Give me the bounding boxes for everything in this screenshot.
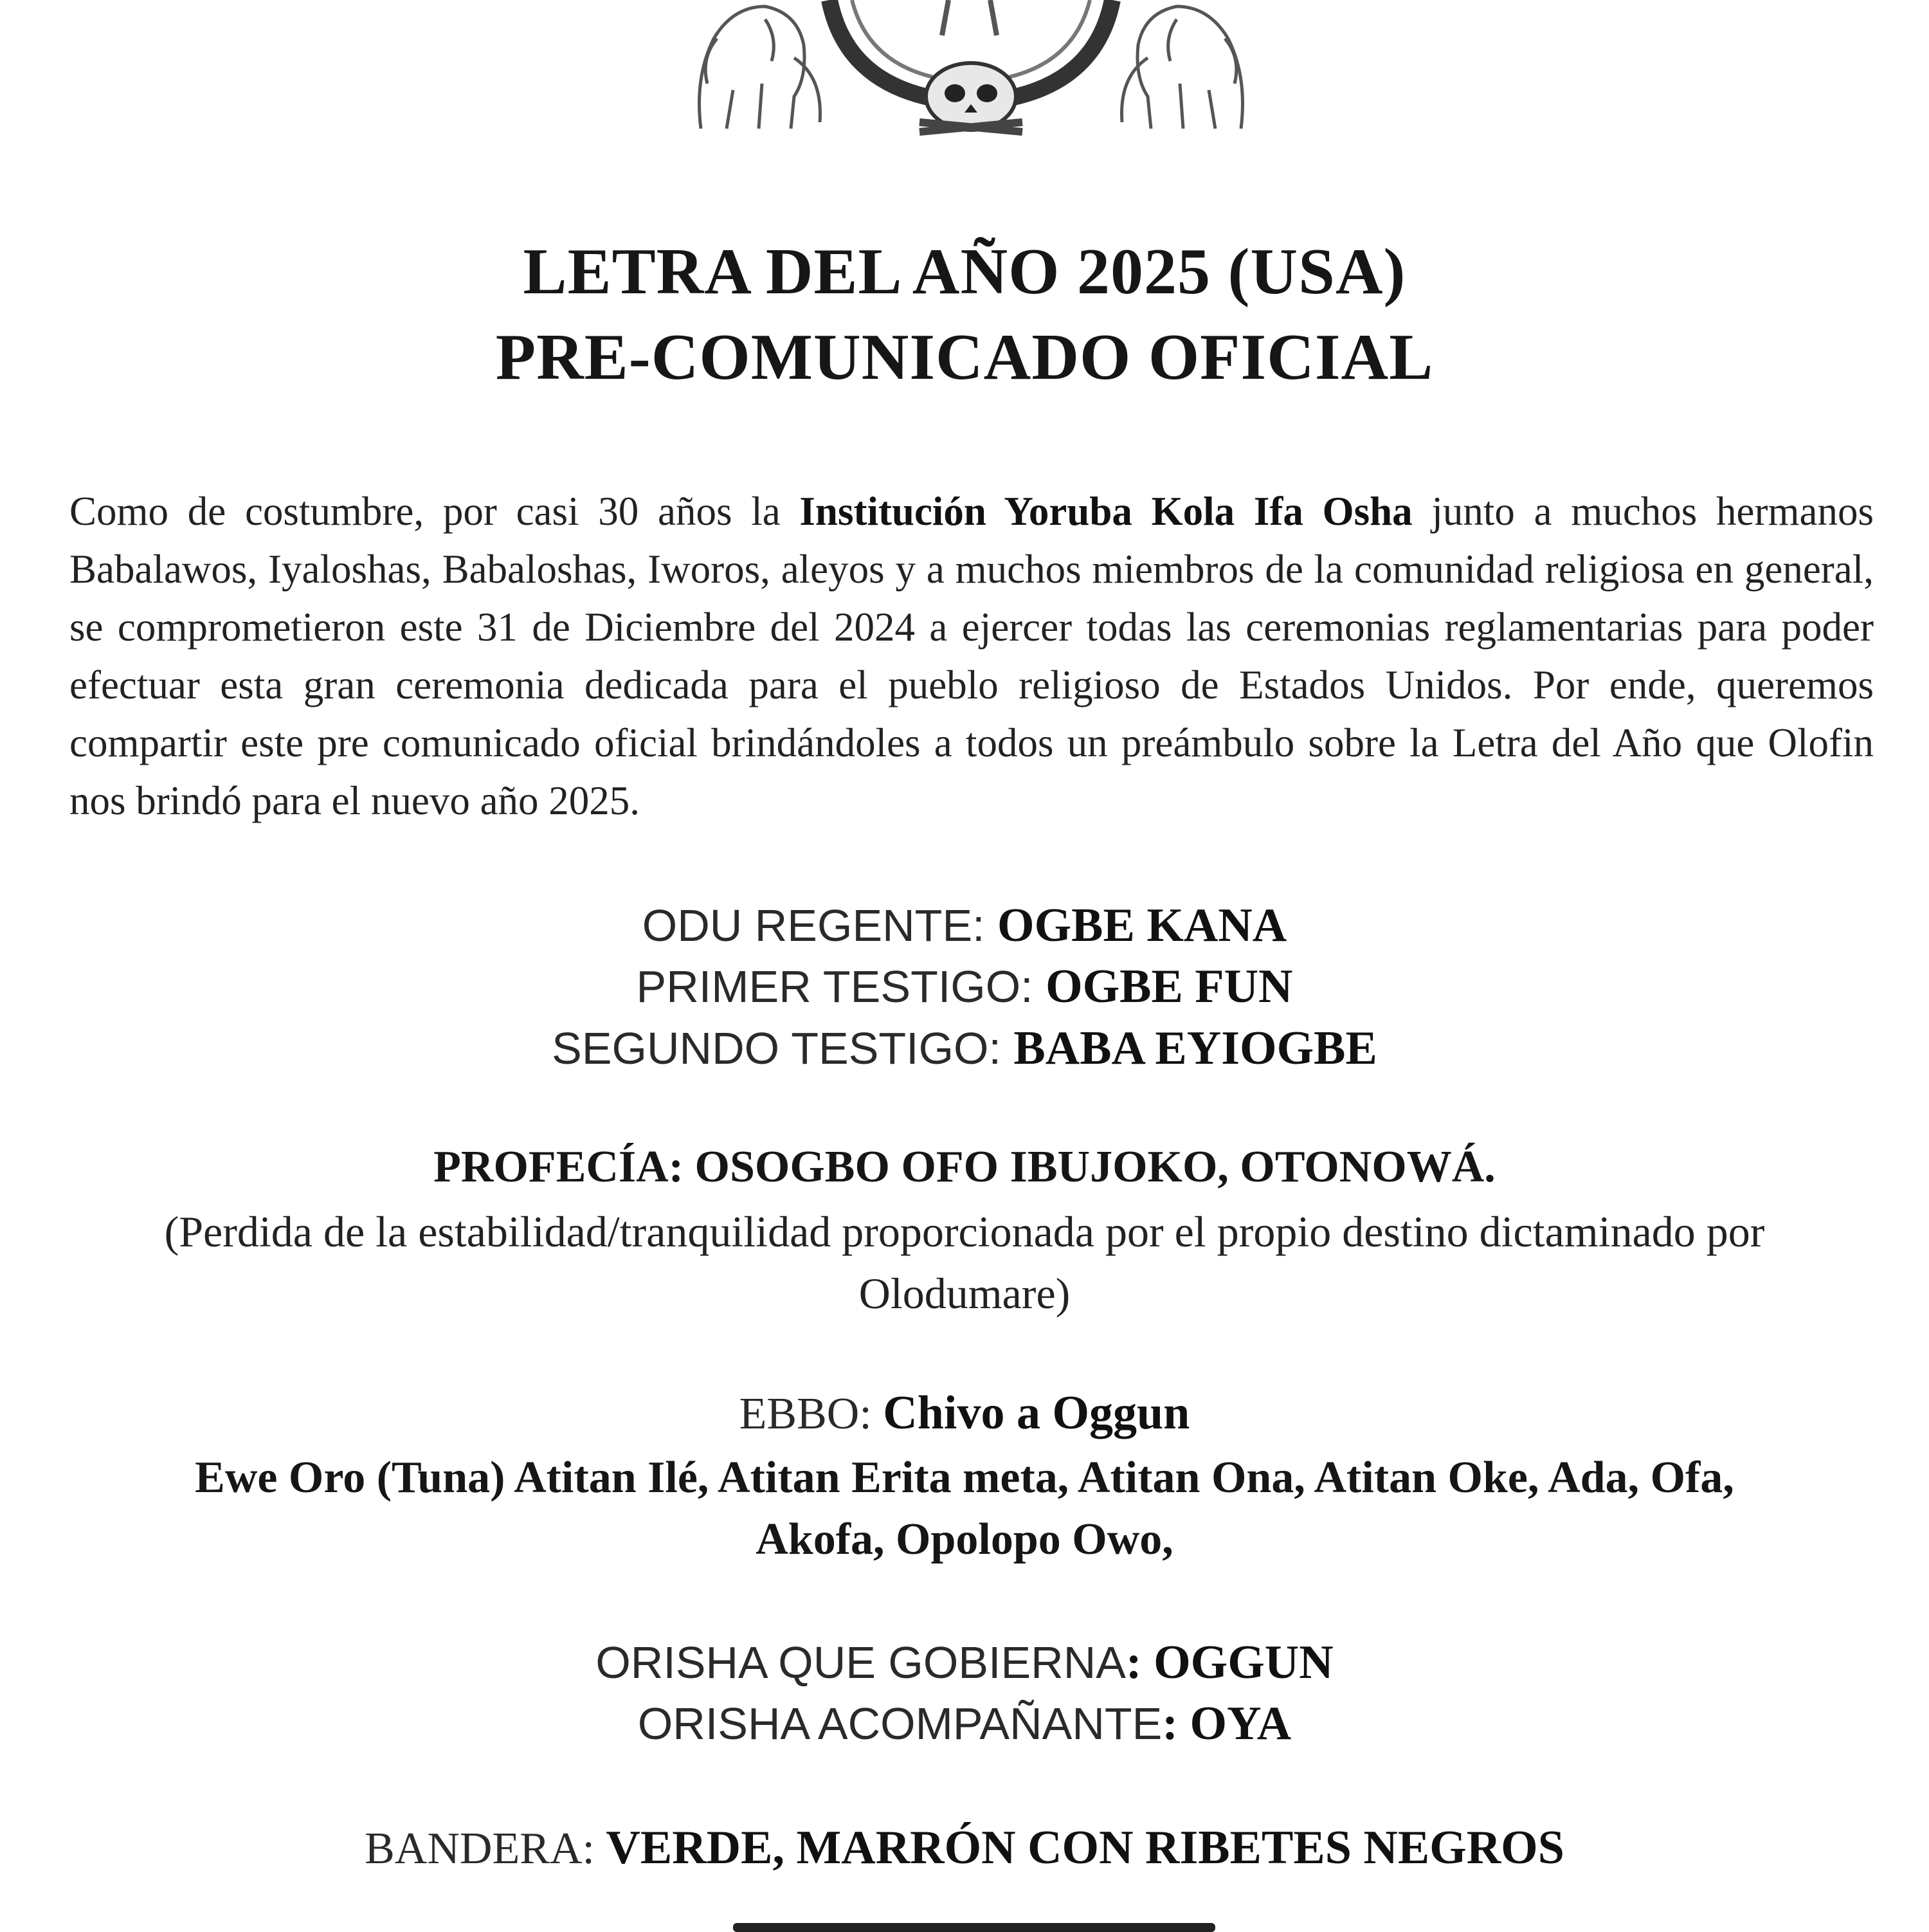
title-line-2: PRE-COMUNICADO OFICIAL	[495, 321, 1434, 394]
segundo-testigo-label: SEGUNDO TESTIGO:	[552, 1023, 1014, 1073]
ebbo-label: EBBO:	[739, 1389, 883, 1439]
ebbo-row	[0, 1389, 1929, 1437]
odu-regente-label: ODU REGENTE:	[642, 900, 998, 951]
bandera-value: VERDE, MARRÓN CON RIBETES NEGROS	[606, 1821, 1564, 1874]
odu-regente-value: OGBE KANA	[997, 899, 1287, 952]
bottom-decoration	[733, 1923, 1215, 1932]
profecia-explanation: (Perdida de la estabilidad/tranquilidad proporcionada por el propio destino dictaminado por Olodumare)	[164, 1207, 1765, 1318]
orisha-acompanante-value: OYA	[1190, 1697, 1292, 1750]
bandera-row	[0, 1821, 1929, 1874]
bandera-label: BANDERA:	[365, 1824, 606, 1873]
primer-testigo-label: PRIMER TESTIGO:	[636, 961, 1046, 1012]
ewe-line-1: Ewe Oro (Tuna) Atitan Ilé, Atitan Erita meta, Atitan Ona, Atitan Oke, Ada, Ofa,	[195, 1453, 1734, 1502]
crest-with-elephants-and-skull-icon	[688, 0, 1254, 138]
orisha-gobierna-row	[0, 1636, 1929, 1689]
primer-testigo-row	[0, 960, 1929, 1013]
orisha-acompanante-label: ORISHA ACOMPAÑANTE	[637, 1699, 1163, 1749]
title-line-1: LETRA DEL AÑO 2025 (USA)	[523, 235, 1406, 308]
orisha-acompanante-colon: :	[1162, 1697, 1190, 1750]
institution-name: Institución Yoruba Kola Ifa Osha	[799, 489, 1413, 534]
odu-regente-row	[0, 899, 1929, 952]
intro-text-start: Como de costumbre, por casi 30 años la	[69, 489, 800, 534]
ebbo-value: Chivo a Oggun	[883, 1387, 1190, 1439]
orisha-gobierna-label: ORISHA QUE GOBIERNA	[595, 1637, 1126, 1688]
segundo-testigo-row	[0, 1022, 1929, 1075]
intro-text-end: junto a muchos hermanos Babalawos, Iyaloshas, Babaloshas, Iworos, aleyos y a muchos miembros de la comunidad religiosa en general, se comprometieron este 31 de Diciembre del 2024 a ejercer todas las ceremonias reglamentarias para poder efectuar esta gran ceremonia dedicada para el pueblo religioso de Estados Unidos. Por ende, queremos compartir este pre comunicado oficial brindándoles a todos un preámbulo sobre la Letra del Año que Olofin nos brindó para el nuevo año 2025.	[69, 489, 1874, 823]
segundo-testigo-value: BABA EYIOGBE	[1013, 1022, 1377, 1075]
primer-testigo-value: OGBE FUN	[1046, 960, 1293, 1013]
profecia-heading: PROFECÍA: OSOGBO OFO IBUJOKO, OTONOWÁ.	[433, 1142, 1496, 1192]
orisha-gobierna-colon: :	[1125, 1636, 1154, 1689]
ewe-line-2: Akofa, Opolopo Owo,	[756, 1515, 1173, 1564]
orisha-gobierna-value: OGGUN	[1154, 1636, 1334, 1689]
orisha-acompanante-row	[0, 1697, 1929, 1750]
intro-paragraph	[69, 482, 1874, 830]
